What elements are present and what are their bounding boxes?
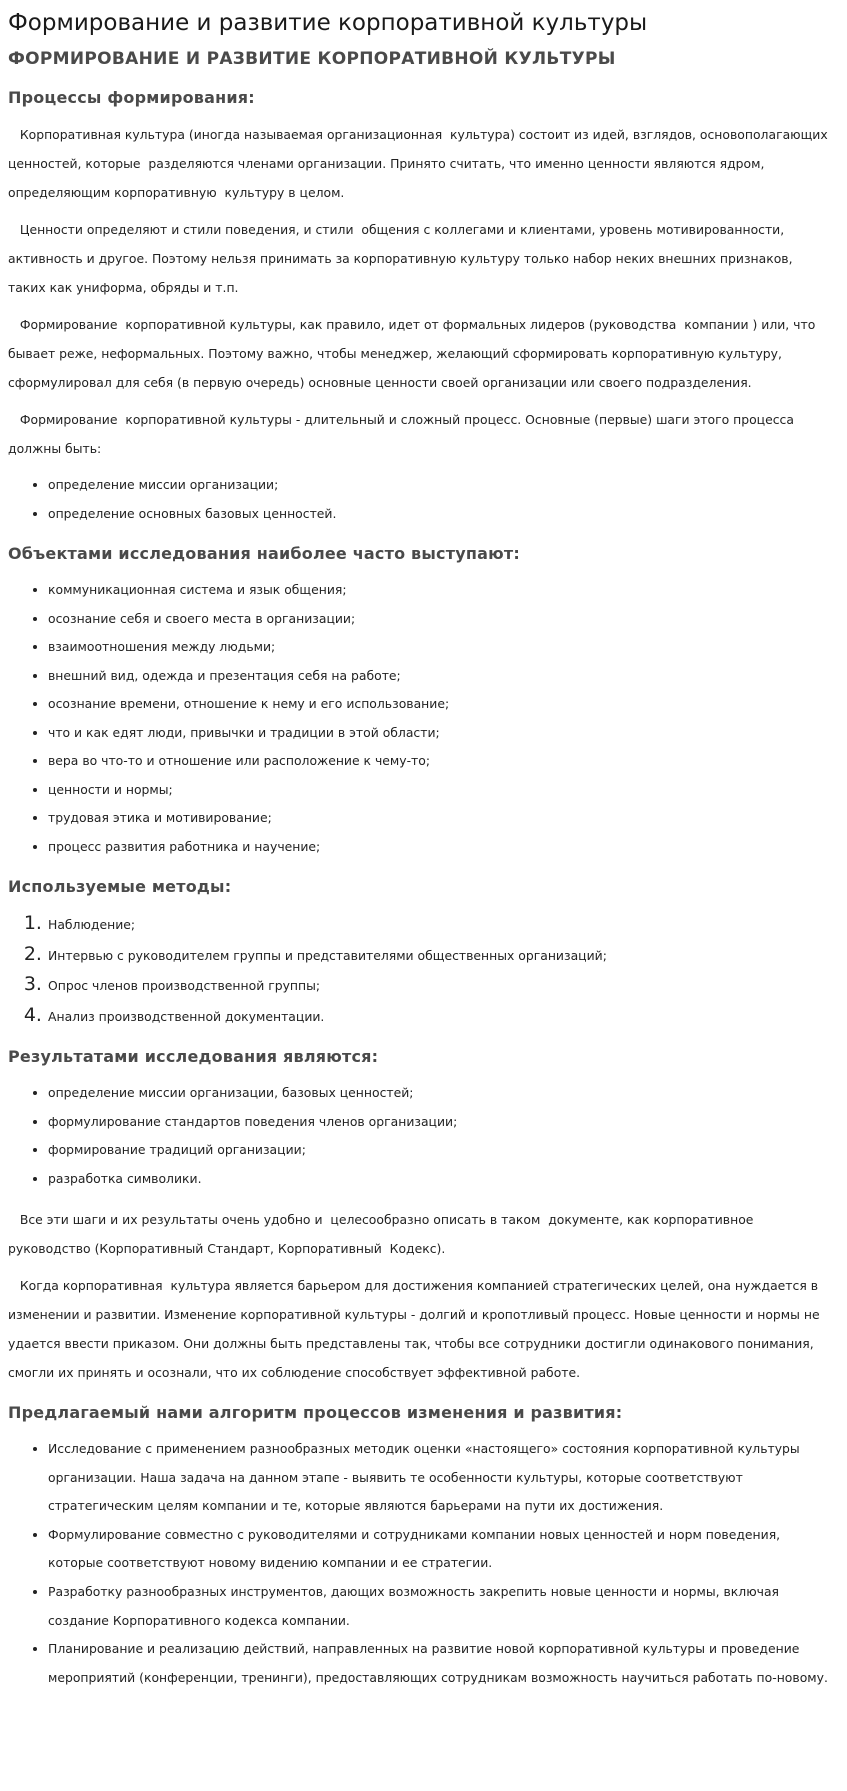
list-item: 1. Наблюдение; xyxy=(48,909,839,940)
list-item: 2. Интервью с руководителем группы и представителями общественных организаций; xyxy=(48,940,839,971)
list-item: • коммуникационная система и язык общения; xyxy=(48,576,839,605)
list-item: • Планирование и реализацию действий, направленных на развитие новой корпоративной культуры и проведение мероприятий (конференции, тренинги), предоставляющих сотрудникам возможность научиться работать по-новому. xyxy=(48,1635,839,1692)
list-item: • процесс развития работника и научение; xyxy=(48,833,839,862)
list-item: • Формулирование совместно с руководителями и сотрудниками компании новых ценностей и норм поведения, которые соответствуют новому видению компании и ее стратегии. xyxy=(48,1521,839,1578)
list-item: • осознание себя и своего места в организации; xyxy=(48,605,839,634)
section-heading-algorithm: Предлагаемый нами алгоритм процессов изменения и развития: xyxy=(8,1403,623,1422)
paragraph: Все эти шаги и их результаты очень удобно и целесообразно описать в таком документе, как корпоративное руководство (Корпоративный Стандарт, Корпоративный Кодекс). xyxy=(8,1212,758,1256)
section-heading-processes: Процессы формирования: xyxy=(8,88,255,107)
list-item: • трудовая этика и мотивирование; xyxy=(48,804,839,833)
results-list xyxy=(8,1079,839,1193)
algorithm-list xyxy=(8,1435,839,1692)
section-heading-objects: Объектами исследования наиболее часто выступают: xyxy=(8,544,520,563)
list-item: • внешний вид, одежда и презентация себя на работе; xyxy=(48,662,839,691)
page-title: Формирование и развитие корпоративной культуры xyxy=(8,10,648,36)
list-item: • ценности и нормы; xyxy=(48,776,839,805)
list-item: • вера во что-то и отношение или расположение к чему-то; xyxy=(48,747,839,776)
section-heading-results: Результатами исследования являются: xyxy=(8,1047,379,1066)
list-item: • взаимоотношения между людьми; xyxy=(48,633,839,662)
paragraph: Корпоративная культура (иногда называемая организационная культура) состоит из идей, взглядов, основополагающих ценностей, которые разделяются членами организации. Принято считать, что именно ценности являются ядром, определяющим корпоративную культуру в целом. xyxy=(8,127,832,200)
list-item: 4. Анализ производственной документации. xyxy=(48,1001,839,1032)
paragraph: Формирование корпоративной культуры, как правило, идет от формальных лидеров (руководства компании ) или, что бывает реже, неформальных. Поэтому важно, чтобы менеджер, желающий сформировать корпоративную культуру, сформулировал для себя (в первую очередь) основные ценности своей организации или своего подразделения. xyxy=(8,317,820,390)
list-item: • осознание времени, отношение к нему и его использование; xyxy=(48,690,839,719)
list-item: • формирование традиций организации; xyxy=(48,1136,839,1165)
methods-list xyxy=(8,909,839,1031)
list-item: • Исследование с применением разнообразных методик оценки «настоящего» состояния корпоративной культуры организации. Наша задача на данном этапе - выявить те особенности культуры, которые соответствуют стратегическим целям компании и те, которые являются барьерами на пути их достижения. xyxy=(48,1435,839,1521)
list-item: • разработка символики. xyxy=(48,1165,839,1194)
objects-list xyxy=(8,576,839,861)
list-item: 3. Опрос членов производственной группы; xyxy=(48,970,839,1001)
list-item: • определение миссии организации, базовых ценностей; xyxy=(48,1079,839,1108)
section-heading-methods: Используемые методы: xyxy=(8,877,232,896)
list-item: • Разработку разнообразных инструментов, дающих возможность закрепить новые ценности и нормы, включая создание Корпоративного кодекса компании. xyxy=(48,1578,839,1635)
paragraph: Когда корпоративная культура является барьером для достижения компанией стратегических целей, она нуждается в изменении и развитии. Изменение корпоративной культуры - долгий и кропотливый процесс. Новые ценности и нормы не удается ввести приказом. Они должны быть представлены так, чтобы все сотрудники достигли одинакового понимания, смогли их принять и осознали, что их соблюдение способствует эффективной работе. xyxy=(8,1278,824,1380)
processes-list xyxy=(8,471,839,528)
list-item: • формулирование стандартов поведения членов организации; xyxy=(48,1108,839,1137)
paragraph: Ценности определяют и стили поведения, и стили общения с коллегами и клиентами, уровень мотивированности, активность и другое. Поэтому нельзя принимать за корпоративную культуру только набор неких внешних признаков, таких как униформа, обряды и т.п. xyxy=(8,222,797,295)
main-heading: ФОРМИРОВАНИЕ И РАЗВИТИЕ КОРПОРАТИВНОЙ КУЛЬТУРЫ xyxy=(8,49,616,69)
list-item: • что и как едят люди, привычки и традиции в этой области; xyxy=(48,719,839,748)
paragraph: Формирование корпоративной культуры - длительный и сложный процесс. Основные (первые) шаги этого процесса должны быть: xyxy=(8,412,798,456)
list-item: • определение основных базовых ценностей. xyxy=(48,500,839,529)
list-item: • определение миссии организации; xyxy=(48,471,839,500)
